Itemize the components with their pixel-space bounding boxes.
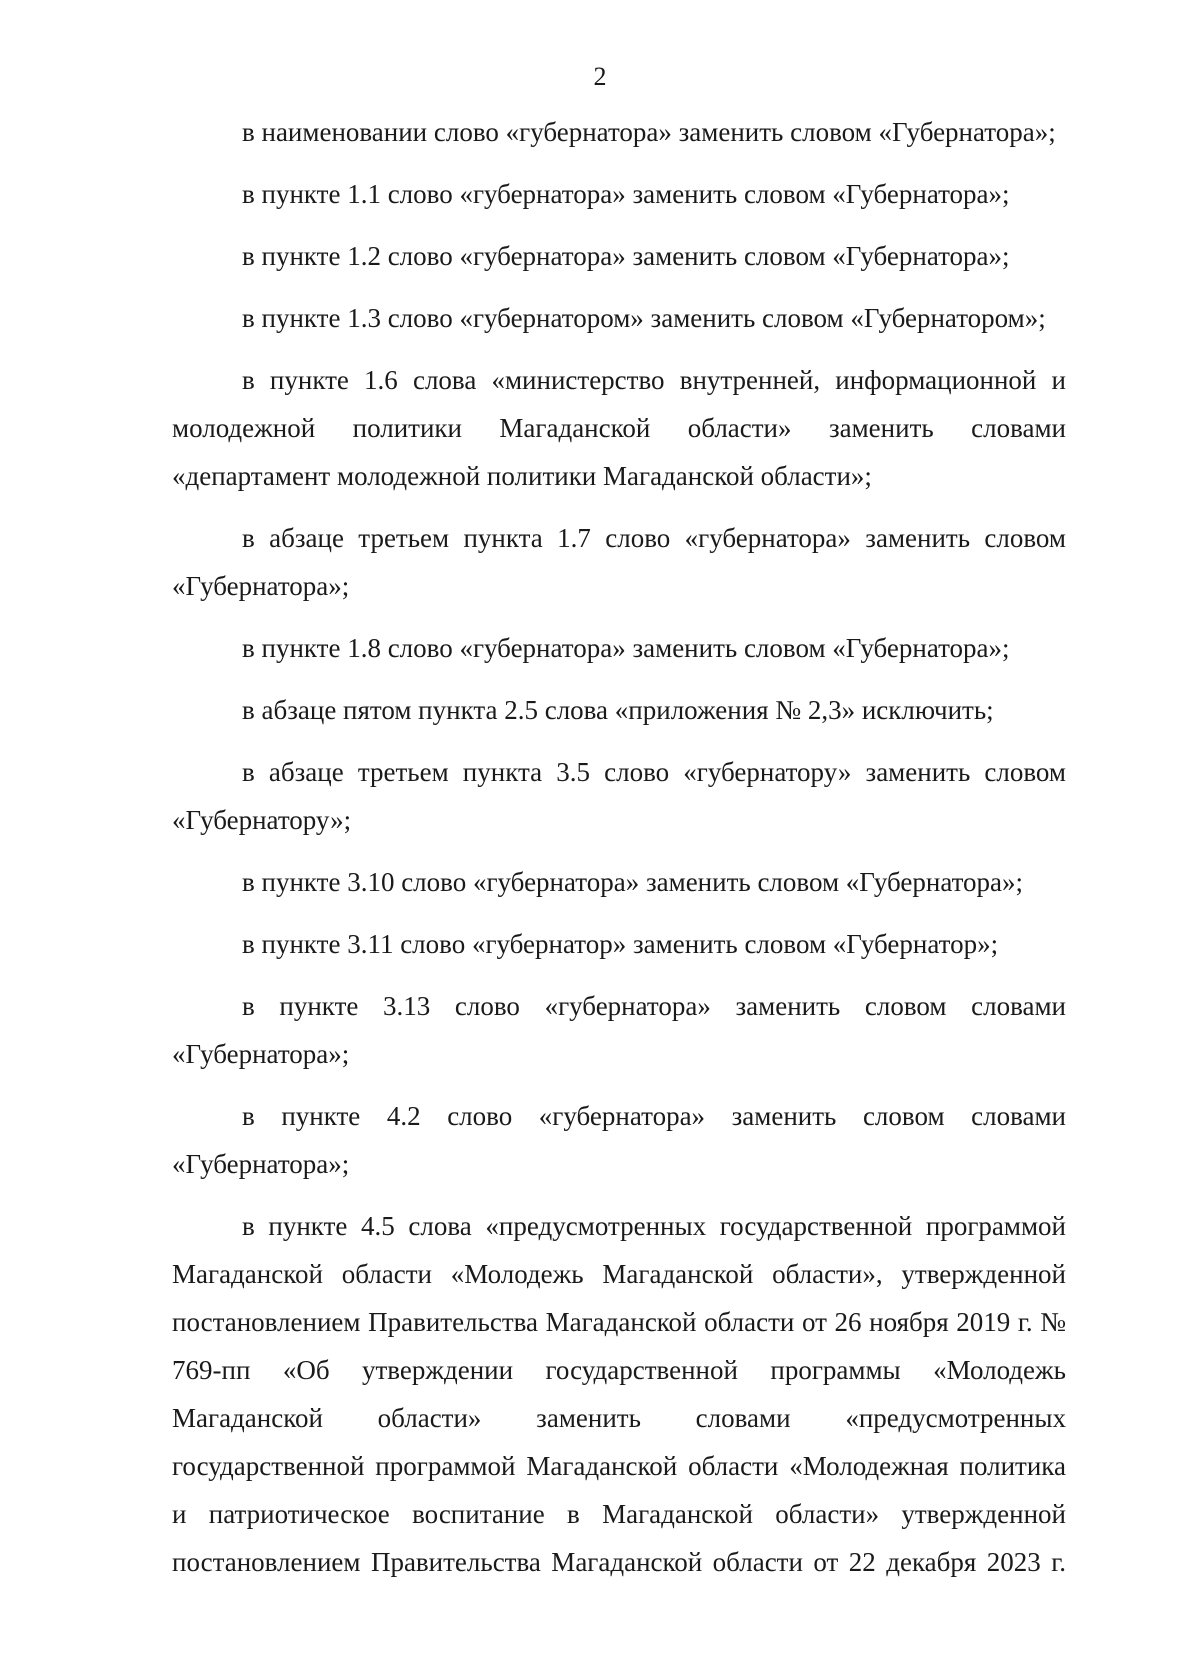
amendment-paragraph: в пункте 3.13 слово «губернатора» заменить словом словами «Губернатора»; [172, 991, 1066, 1069]
amendment-paragraph: в пункте 1.2 слово «губернатора» заменить словом «Губернатора»; [242, 241, 1010, 271]
amendment-paragraph: в пункте 4.2 слово «губернатора» заменить словом словами «Губернатора»; [172, 1101, 1066, 1179]
amendment-paragraph: в пункте 1.3 слово «губернатором» заменить словом «Губернатором»; [242, 303, 1046, 333]
amendment-paragraph: в пункте 3.11 слово «губернатор» заменить словом «Губернатор»; [242, 929, 999, 959]
amendment-paragraph: в пункте 4.5 слова «предусмотренных государственной программой Магаданской области «Молодежь Магаданской области», утвержденной постановлением Правительства Магаданской области от 26 ноября 2019 г. № 769-пп «Об утверждении государственной программы «Молодежь Магаданской области» заменить словами «предусмотренных государственной программой Магаданской области «Молодежная политика и патриотическое воспитание в Магаданской области» утвержденной постановлением Правительства Магаданской области от 22 декабря 2023 г. [172, 1211, 1066, 1577]
amendment-paragraph: в абзаце пятом пункта 2.5 слова «приложения № 2,3» исключить; [242, 695, 994, 725]
page-number: 2 [593, 62, 607, 91]
amendment-paragraph: в пункте 1.1 слово «губернатора» заменить словом «Губернатора»; [242, 179, 1010, 209]
amendment-paragraph: в абзаце третьем пункта 3.5 слово «губернатору» заменить словом «Губернатору»; [172, 757, 1066, 835]
amendment-paragraph: в наименовании слово «губернатора» заменить словом «Губернатора»; [242, 117, 1056, 147]
document-body [172, 108, 1066, 1586]
amendment-paragraph: в пункте 1.8 слово «губернатора» заменить словом «Губернатора»; [242, 633, 1010, 663]
amendment-paragraph: в пункте 1.6 слова «министерство внутренней, информационной и молодежной политики Магаданской области» заменить словами «департамент молодежной политики Магаданской области»; [172, 365, 1066, 491]
amendment-paragraph: в пункте 3.10 слово «губернатора» заменить словом «Губернатора»; [242, 867, 1024, 897]
amendment-paragraph: в абзаце третьем пункта 1.7 слово «губернатора» заменить словом «Губернатора»; [172, 523, 1066, 601]
